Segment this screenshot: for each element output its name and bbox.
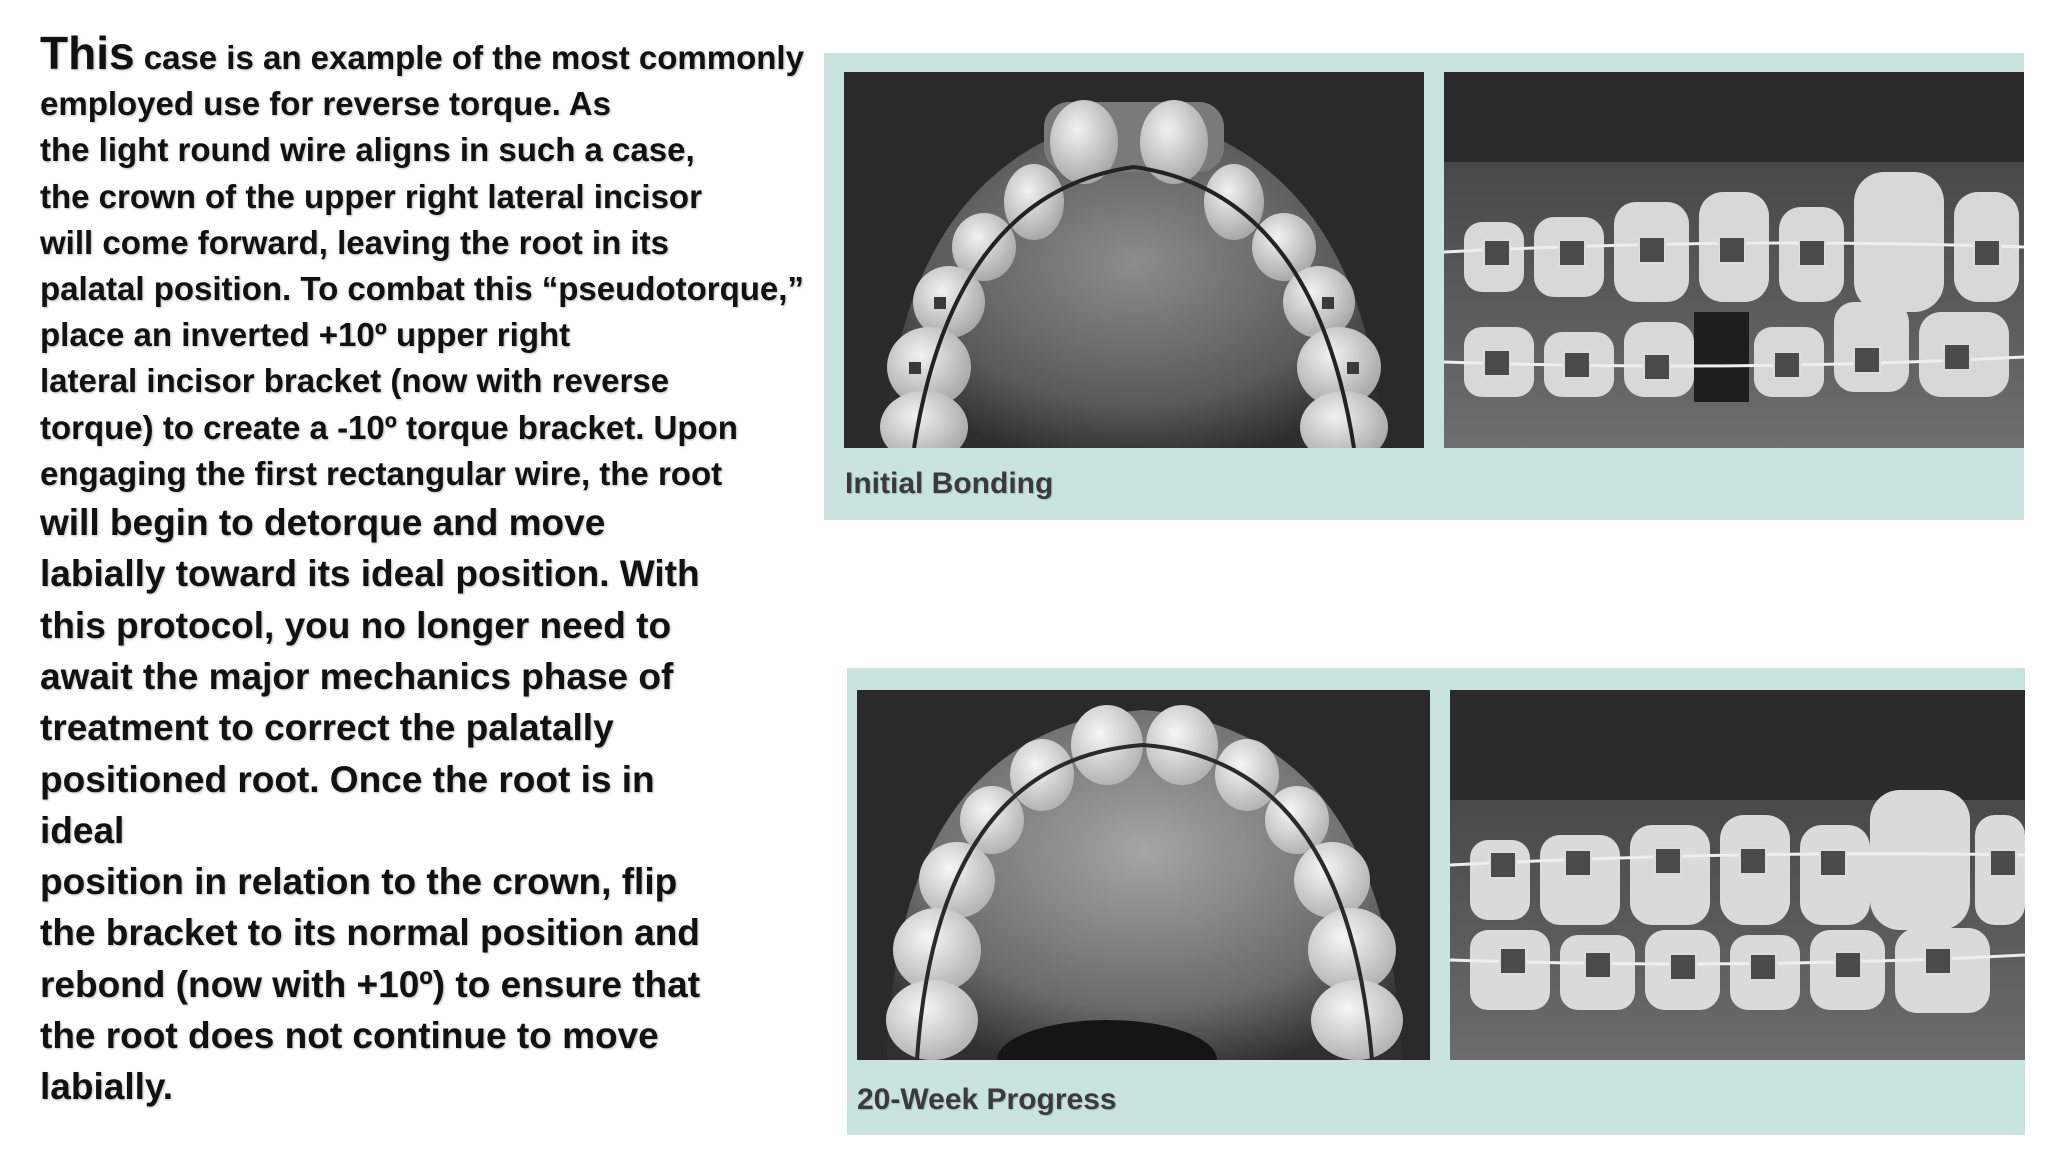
frontal-teeth-image <box>1444 72 2024 448</box>
text-line: labially. <box>40 1066 173 1108</box>
text-line: place an inverted +10º upper right <box>40 316 571 354</box>
frontal-braces-photo-initial <box>1444 72 2024 448</box>
occlusal-teeth-image <box>844 72 1424 448</box>
figure-caption: 20-Week Progress <box>857 1083 1117 1116</box>
text-line: lateral incisor bracket (now with reverse <box>40 362 670 400</box>
lead-word: This <box>40 27 135 79</box>
text-line: the bracket to its normal position and <box>40 912 700 954</box>
text-line: employed use for reverse torque. As <box>40 85 611 123</box>
text-line: rebond (now with +10º) to ensure that <box>40 963 701 1005</box>
text-line: torque) to create a -10º torque bracket. Upon <box>40 408 738 446</box>
text-line: palatal position. To combat this “pseudotorque,” <box>40 270 804 308</box>
text-line: positioned root. Once the root is in <box>40 758 655 800</box>
frontal-teeth-image <box>1450 690 2025 1060</box>
body-text <box>40 27 830 1113</box>
text-line: engaging the first rectangular wire, the root <box>40 454 723 492</box>
upper-occlusal-photo-progress <box>857 690 1430 1060</box>
text-line: will come forward, leaving the root in its <box>40 223 669 261</box>
text-line: this protocol, you no longer need to <box>40 604 672 646</box>
text-line: This case is an example of the most commonly <box>40 27 804 79</box>
figure-caption: Initial Bonding <box>845 467 1054 500</box>
text-line: await the major mechanics phase of <box>40 655 674 697</box>
occlusal-teeth-image <box>857 690 1430 1060</box>
frontal-braces-photo-progress <box>1450 690 2025 1060</box>
figure-panel-initial-bonding <box>824 53 2024 520</box>
text-line: the crown of the upper right lateral incisor <box>40 177 702 215</box>
text-line: the root does not continue to move <box>40 1015 659 1056</box>
text-line: position in relation to the crown, flip <box>40 861 678 903</box>
upper-occlusal-photo-initial <box>844 72 1424 448</box>
text-line: the light round wire aligns in such a case, <box>40 131 695 169</box>
text-line: ideal <box>40 809 125 851</box>
text-line: will begin to detorque and move <box>40 502 606 544</box>
text-line: treatment to correct the palatally <box>40 707 614 749</box>
figure-panel-20-week-progress <box>847 668 2025 1135</box>
text-line: labially toward its ideal position. With <box>40 553 700 595</box>
